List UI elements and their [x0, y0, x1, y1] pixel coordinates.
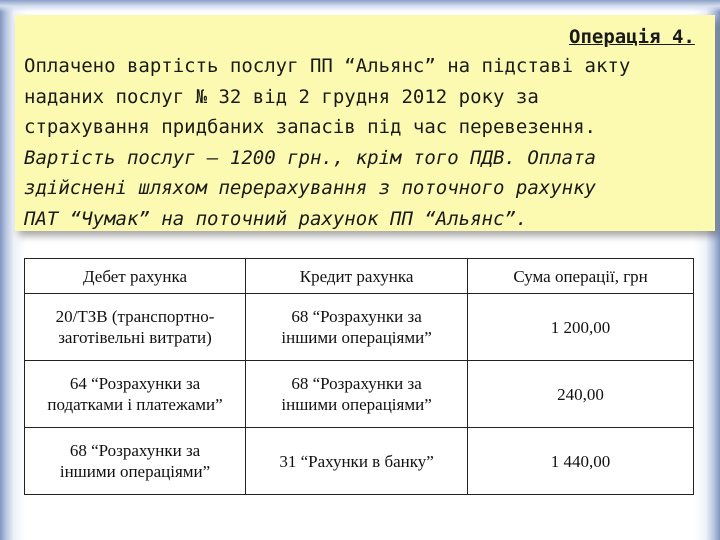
amount-cell: 1 200,00: [468, 294, 694, 361]
amount-cell: 1 440,00: [468, 428, 694, 495]
header-credit: Кредит рахунка: [246, 259, 468, 294]
slide-top-edge: [0, 0, 720, 12]
cell-line: податками і платежами”: [47, 395, 223, 414]
description-line: ПАТ “Чумак” на поточний рахунок ПП “Альянс”.: [24, 207, 528, 230]
table-header-row: [25, 259, 694, 294]
cell-line: 68 “Розрахунки за: [291, 307, 422, 326]
description-line: наданих послуг № 32 від 2 грудня 2012 року за: [24, 85, 539, 108]
credit-cell: [246, 294, 468, 361]
cell-line: іншими операціями”: [281, 328, 432, 347]
header-amount: Сума операції, грн: [468, 259, 694, 294]
amount-cell: 240,00: [468, 361, 694, 428]
credit-cell: [246, 428, 468, 495]
cell-line: 68 “Розрахунки за: [69, 441, 201, 460]
accounting-entries-table: [24, 258, 694, 495]
operation-title: Операція 4.: [569, 26, 695, 48]
description-line: Оплачено вартість послуг ПП “Альянс” на підставі акту: [24, 55, 631, 77]
description-line: Вартість послуг – 1200 грн., крім того ПДВ. Оплата: [24, 146, 596, 169]
table-row: [25, 361, 694, 428]
cell-line: іншими операціями”: [59, 462, 211, 481]
operation-description: [24, 51, 714, 231]
cell-line: 68 “Розрахунки за: [291, 374, 422, 393]
cell-line: 64 “Розрахунки за: [69, 374, 201, 393]
description-line: здійснені шляхом перерахування з поточного рахунку: [24, 177, 596, 199]
description-line: страхування придбаних запасів під час перевезення.: [24, 116, 596, 138]
cell-line: іншими операціями”: [281, 395, 432, 414]
table-row: [25, 294, 694, 361]
debit-cell: [25, 428, 246, 495]
operation-note: [15, 15, 715, 231]
debit-cell: [25, 294, 246, 361]
cell-line: 31 “Рахунки в банку”: [279, 451, 434, 471]
credit-cell: [246, 361, 468, 428]
header-debit: Дебет рахунка: [25, 259, 246, 294]
table-row: [25, 428, 694, 495]
cell-line: заготівельні витрати): [58, 328, 212, 347]
debit-cell: [25, 361, 246, 428]
cell-line: 20/ТЗВ (транспортно-: [55, 307, 215, 326]
